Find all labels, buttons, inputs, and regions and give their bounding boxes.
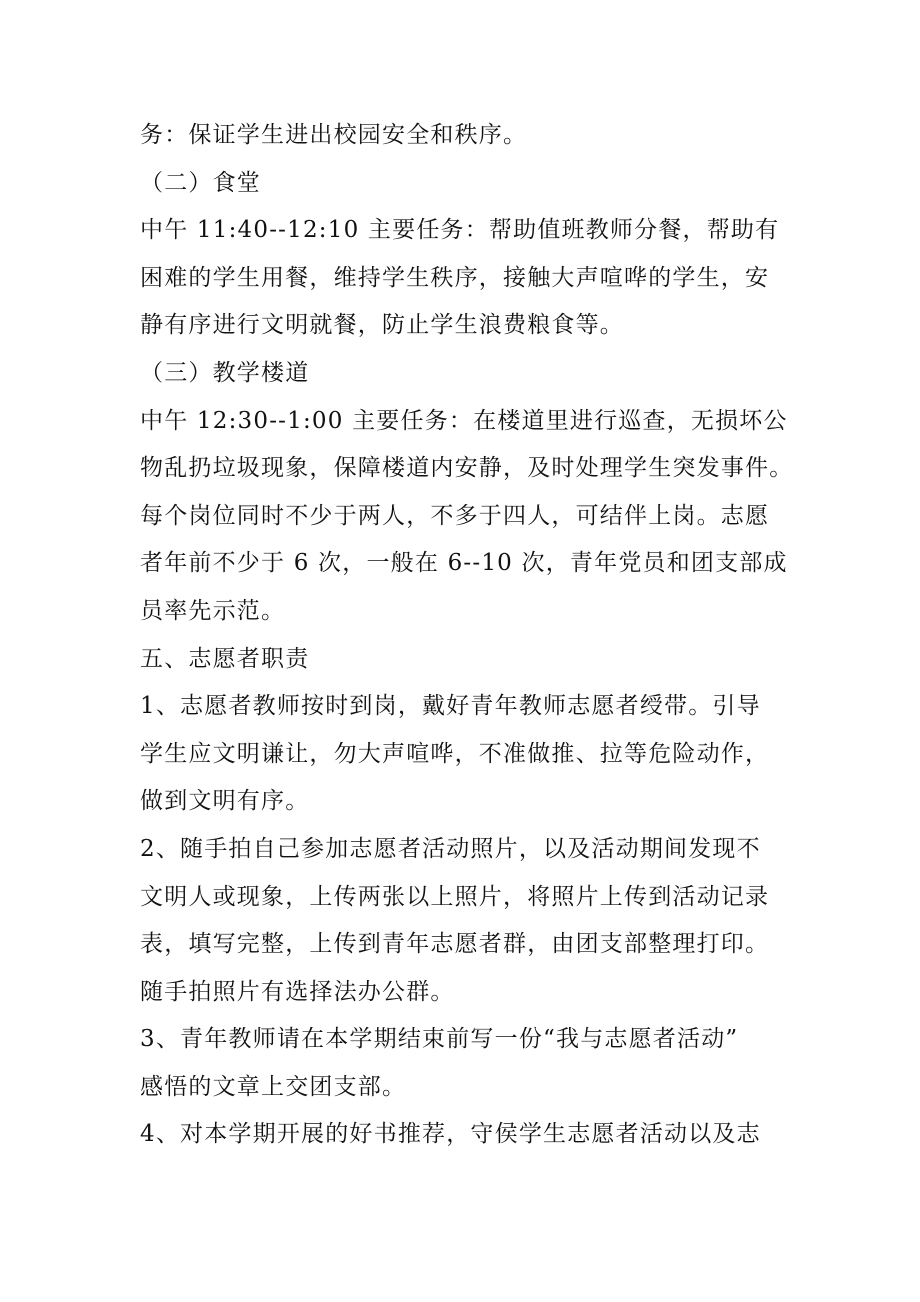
text-line: 者年前不少于 6 次，一般在 6--10 次，青年党员和团支部成	[140, 550, 788, 577]
text-line: 每个岗位同时不少于两人，不多于四人，可结伴上岗。志愿	[140, 502, 770, 529]
section-heading: 五、志愿者职责	[140, 645, 310, 672]
text-line: 物乱扔垃圾现象，保障楼道内安静，及时处理学生突发事件。	[140, 455, 794, 482]
text-line: 员率先示范。	[140, 597, 286, 624]
text-line: 务：保证学生进出校园安全和秩序。	[140, 122, 528, 148]
document-body	[140, 112, 794, 1159]
text-line: 2、随手拍自己参加志愿者活动照片，以及活动期间发现不	[140, 835, 761, 862]
text-line: 文明人或现象，上传两张以上照片，将照片上传到活动记录	[140, 883, 770, 910]
section-heading: （二）食堂	[140, 169, 261, 196]
text-line: 静有序进行文明就餐，防止学生浪费粮食等。	[140, 312, 624, 339]
text-line: 1、志愿者教师按时到岗，戴好青年教师志愿者绶带。引导	[140, 693, 761, 720]
text-line: 感悟的文章上交团支部。	[140, 1073, 407, 1100]
text-line: 随手拍照片有选择法办公群。	[140, 978, 455, 1005]
text-line: 中午 11:40--12:10 主要任务：帮助值班教师分餐，帮助有	[140, 217, 780, 244]
text-line: 4、对本学期开展的好书推荐，守侯学生志愿者活动以及志	[140, 1121, 761, 1148]
text-line: 3、青年教师请在本学期结束前写一份“我与志愿者活动”	[140, 1026, 739, 1053]
text-line: 表，填写完整，上传到青年志愿者群，由团支部整理打印。	[140, 931, 770, 958]
text-line: 学生应文明谦让，勿大声喧哗，不准做推、拉等危险动作，	[140, 740, 770, 767]
text-line: 做到文明有序。	[140, 788, 310, 815]
text-line: 困难的学生用餐，维持学生秩序，接触大声喧哗的学生，安	[140, 264, 770, 291]
text-line: 中午 12:30--1:00 主要任务：在楼道里进行巡查，无损坏公	[140, 407, 788, 434]
section-heading: （三）教学楼道	[140, 359, 310, 386]
